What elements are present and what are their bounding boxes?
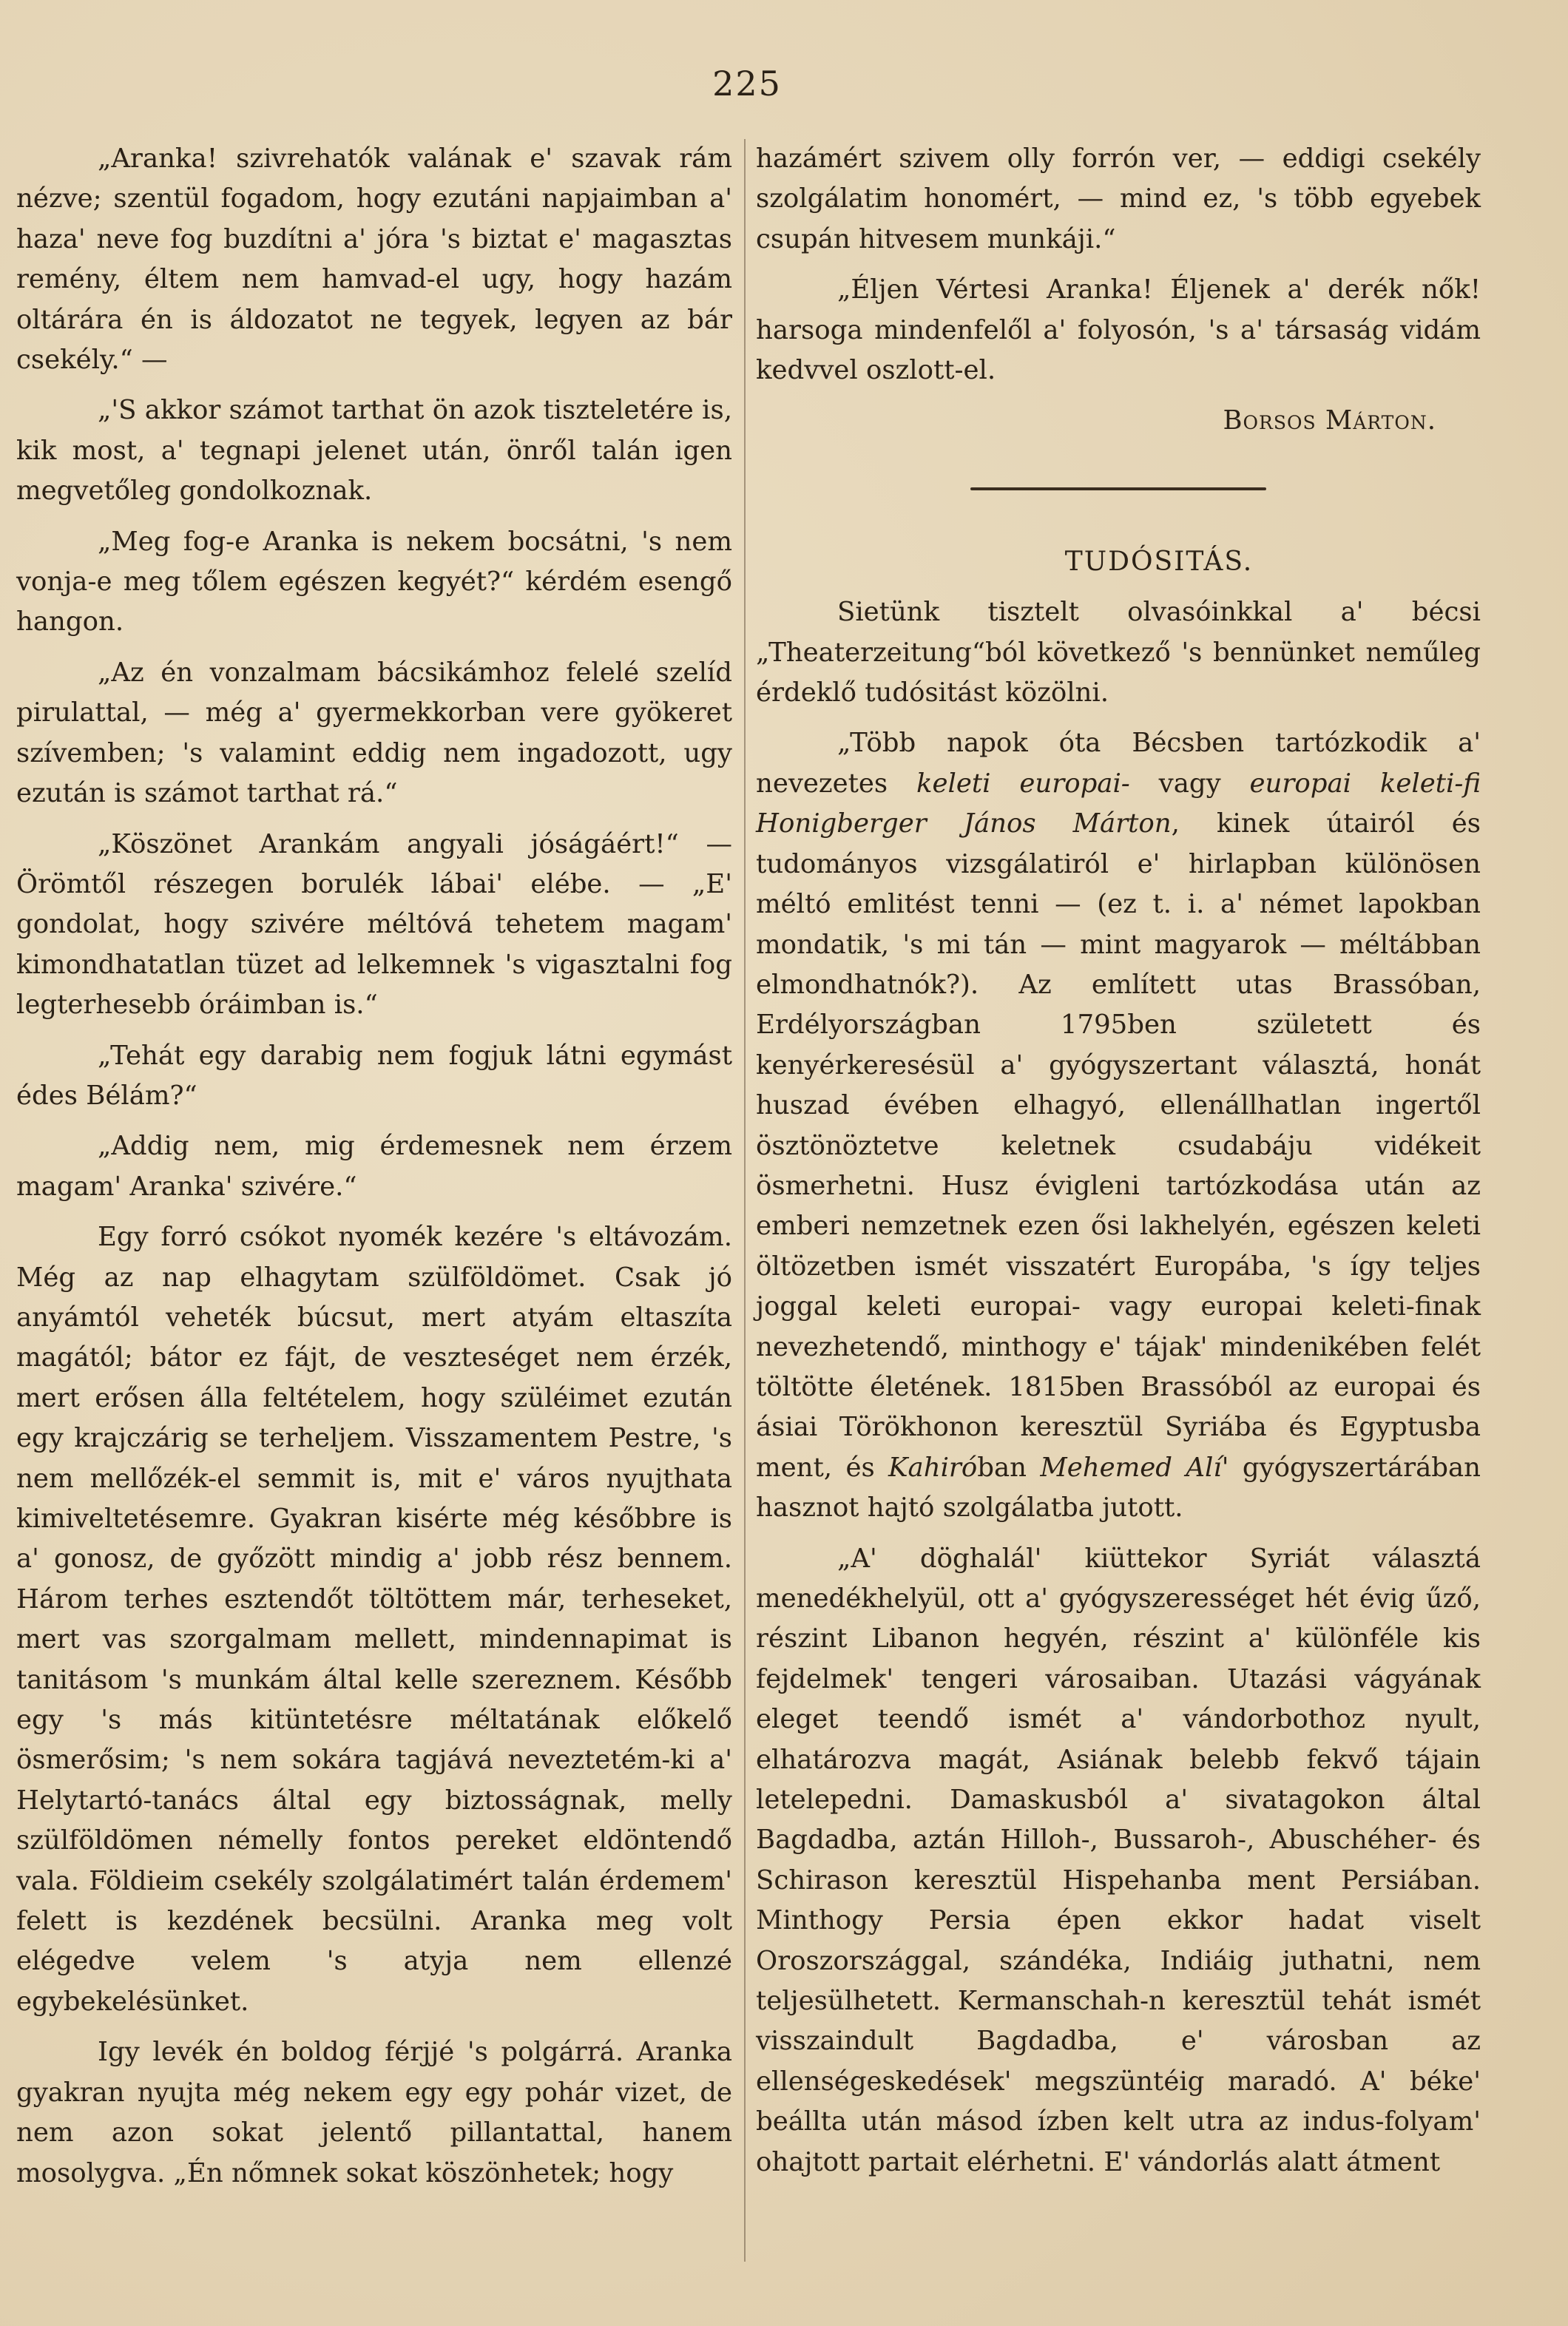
italic-run: europai keleti-fi Honigberger János Márton [756, 768, 1481, 839]
text-run: vagy [1129, 768, 1250, 799]
column-divider [744, 139, 746, 2262]
page-number: 225 [712, 64, 782, 104]
paragraph: „Addig nem, mig érdemesnek nem érzem magam' Aranka' szivére.“ [16, 1131, 732, 1202]
left-column [16, 139, 732, 2204]
right-column [756, 139, 1481, 2193]
text-run: gyógyszertárában hasznot hajtó szolgálatba jutott. [756, 1452, 1481, 1524]
italic-run: Kahiró [888, 1452, 978, 1483]
paragraph: „Tehát egy darabig nem fogjuk látni egymást édes Bélám?“ [16, 1040, 732, 1111]
italic-run: keleti europai- [916, 768, 1130, 799]
paragraph: „Éljen Vértesi Aranka! Éljenek a' derék nők! harsoga mindenfelől a' folyosón, 's a' társaság vidám kedvvel oszlott-el. [756, 274, 1481, 386]
paragraph [756, 723, 1481, 1528]
paragraph: „Meg fog-e Aranka is nekem bocsátni, 's nem vonja-e meg tőlem egészen kegyét?“ kérdém esengő hangon. [16, 526, 732, 638]
italic-run: Mehemed Alí' [1040, 1452, 1229, 1483]
author-signature: Borsos Márton. [1223, 405, 1436, 436]
paragraph: Sietünk tisztelt olvasóinkkal a' bécsi „Theaterzeitung“ból következő 's bennünket neműleg érdeklő tudósitást közölni. [756, 597, 1481, 709]
text-run: ban [977, 1452, 1041, 1483]
section-heading: TUDÓSITÁS. [1064, 546, 1254, 577]
paragraph: Egy forró csókot nyomék kezére 's eltávozám. Még az nap elhagytam szülföldömet. Csak jó anyámtól veheték búcsut, mert atyám eltaszíta magától; bátor ez fájt, de veszteséget nem érzék, mert erősen álla feltételem, hogy szüléimet ezután egy krajczárig se terheljem. Visszamentem Pestre, 's nem mellőzék-el semmit is, mit e' város nyujthata kimiveltetésemre. Gyakran kisérte még későbbre is a' gonosz, de győzött mindig a' jobb rész bennem. Három terhes esztendőt töltöttem már, terheseket, mert vas szorgalmam mellett, mindennapimat is tanitásom 's munkám által kelle szereznem. Később egy 's más kitüntetésre méltatának előkelő ösmerősim; 's nem sokára tagjává neveztetém-ki a' Helytartó-tanács által egy biztosságnak, melly szülföldömen némelly fontos pereket eldöntendő vala. Földieim csekély szolgálatimért talán érdemem' felett is kezdének becsülni. Aranka meg volt elégedve velem 's atyja nem ellenzé egybekelésünket. [16, 1222, 732, 2017]
paragraph: „'S akkor számot tarthat ön azok tiszteletére is, kik most, a' tegnapi jelenet után, önről talán igen megvetőleg gondolkoznak. [16, 395, 732, 507]
section-separator [970, 487, 1266, 490]
paragraph: „Aranka! szivrehatók valának e' szavak rám nézve; szentül fogadom, hogy ezutáni napjaimban a' haza' neve fog buzdítni a' jóra 's biztat e' magasztas remény, éltem nem hamvad-el ugy, hogy hazám oltárára én is áldozatot ne tegyek, legyen az bár csekély.“ — [16, 143, 732, 376]
paragraph: hazámért szivem olly forrón ver, — eddigi csekély szolgálatim honomért, — mind ez, 's több egyebek csupán hitvesem munkáji.“ [756, 143, 1481, 254]
text-run: „Több napok óta Bécsben tartózkodik a' nevezetes [756, 728, 1481, 799]
paragraph: „Köszönet Arankám angyali jóságáért!“ — Örömtől részegen borulék lábai' elébe. — „E' gondolat, hogy szivére méltóvá tehetem magam' kimondhatatlan tüzet ad lelkemnek 's vigasztalni fog legterhesebb óráimban is.“ [16, 828, 732, 1021]
text-run: , kinek útairól és tudományos vizsgálatiról e' hirlapban különösen méltó emlitést tenni — (ez t. i. a' német lapokban mondatik, 's mi tán — mint magyarok — méltábban elmondhatnók?). Az említett utas Brassóban, Erdélyországban 1795ben született és kenyérkeresésül a' gyógyszertant választá, honát huszad évében elhagyó, ellenállhatlan ingertől ösztönöztetve keletnek csudabáju vidékeit ösmerhetni. Husz évigleni tartózkodása után az emberi nemzetnek ezen ősi lakhelyén, egészen keleti öltözetben ismét visszatért Europába, 's így teljes joggal keleti europai- vagy europai keleti-finak nevezhetendő, minthogy e' tájak' mindenikében felét töltötte életének. 1815ben Brassóból az europai és ásiai Törökhonon keresztül Syriába és Egyptusba ment, és [756, 808, 1481, 1483]
paragraph: Igy levék én boldog férjjé 's polgárrá. Aranka gyakran nyujta még nekem egy egy pohár vizet, de nem azon sokat jelentő pillantattal, hanem mosolygva. „Én nőmnek sokat köszönhetek; hogy [16, 2037, 732, 2188]
paragraph: „A' döghalál' kiüttekor Syriát választá menedékhelyül, ott a' gyógyszerességet hét évig űző, részint Libanon hegyén, részint a' különféle kis fejdelmek' tengeri városaiban. Utazási vágyának eleget teendő ismét a' vándorbothoz nyult, elhatározva magát, Asiának belebb fekvő tájain letelepedni. Damaskusból a' sivatagokon által Bagdadba, aztán Hilloh-, Bussaroh-, Abuschéher- és Schirason keresztül Hispehanba ment Persiában. Minthogy Persia épen ekkor hadat viselt Oroszországgal, szándéka, Indiáig juthatni, nem teljesülhetett. Kermanschah-n keresztül tehát ismét visszaindult Bagdadba, e' városban az ellenségeskedések' megszüntéig maradó. A' béke' beállta után másod ízben kelt utra az indus-folyam' ohajtott partait elérhetni. E' vándorlás alatt átment [756, 1543, 1481, 2177]
paragraph: „Az én vonzalmam bácsikámhoz felelé szelíd pirulattal, — még a' gyermekkorban vere gyökeret szívemben; 's valamint eddig nem ingadozott, ugy ezután is számot tarthat rá.“ [16, 657, 732, 809]
